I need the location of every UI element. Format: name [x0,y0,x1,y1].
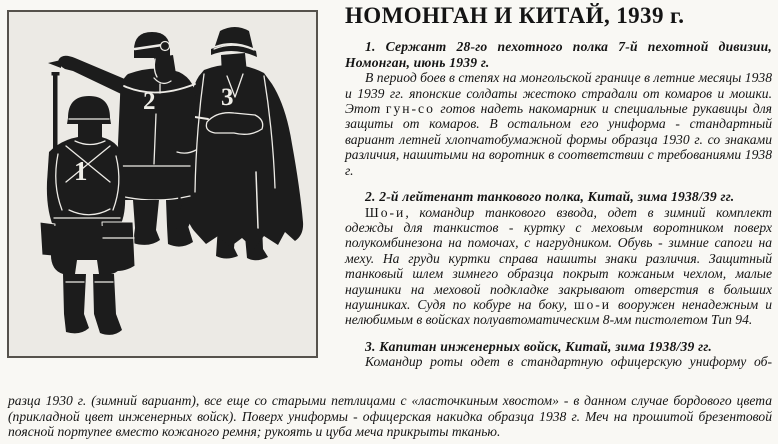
section-2-body [345,205,772,328]
leg [93,274,122,335]
rifle [53,72,58,150]
breeches [51,226,124,274]
text-segment: , командир танкового взвода, одет в зимний комплект одежды для танкистов - куртку с меховым воротником поверх полукомбинезона на помочах, с нагрудником. Обувь - зимние сапоги на меху. На груди куртки справа нашиты знаки различия. Защитный танковый шлем зимнего образца покрыт кожаным чехлом, малые наушники на меховой подкладке закрывают отверстия в больших наушниках. Судя по кобуре на боку, [345,204,772,313]
goggles [161,42,170,51]
japanese-term: гун-со [385,101,435,116]
text-segment: готов надеть накомарник и специальные рукавицы для защиты от комаров. В остальном его униформа - стандартный вариант летней хлопчатобумажной формы образца 1930 г. со знаками различия, нашитыми на воротник в соответствии с требованиями 1938 г. [345,101,772,178]
japanese-term: Шо-и [365,204,406,220]
text-segment: Командир роты одет в стандартную офицерскую униформу об- [365,354,772,370]
figure-section-3 [345,339,772,370]
soldier-3-engineer-captain [183,27,303,260]
text-column [345,3,772,370]
figure-number-1: 1 [74,156,88,186]
section-2-heading: 2. 2-й лейтенант танкового полка, Китай, зима 1938/39 гг. [365,189,735,205]
figure-section-2 [345,189,772,328]
page-title: НОМОНГАН И КИТАЙ, 1939 г. [345,3,685,28]
section-1-body [345,70,772,178]
figure-number-3: 3 [221,84,234,111]
section-3-body [345,354,772,369]
section-1-heading: 1. Сержант 28-го пехотного полка 7-й пехотной дивизии, Номонган, июнь 1939 г. [345,39,772,70]
text-segment: В период боев в степях на монгольской границе в летние месяцы 1938 и 1939 гг. японские солдаты жестоко страдали от комаров и мошки. Этот [345,70,772,116]
figure-number-2: 2 [143,88,156,115]
plate-illustration [7,10,318,358]
text-segment: вооружен ненадежным и нелюбимым в войсках полуавтоматическим 8-мм пистолетом Тип 94. [345,297,772,328]
soldiers-silhouette-drawing [9,12,316,356]
pointing-finger [48,60,61,68]
helmet [67,96,111,124]
leg [133,200,160,245]
leg [63,274,89,333]
section-3-continuation: разца 1930 г. (зимний вариант), все еще со старыми петлицами с «ласточкиным хвостом» - в данном случае бордового цвета (прикладной цвет инженерных войск). Поверх униформы - офицерская накидка образца 1938 г. Меч на прошитой брезентовой поясной портупее вместо кожаного ремня; рукоять и цуба меча прикрыты тканью. [8,393,772,440]
japanese-term: шо-и [574,297,612,313]
figure-section-1 [345,39,772,178]
section-3-heading: 3. Капитан инженерных войск, Китай, зима 1938/39 гг. [365,338,712,354]
